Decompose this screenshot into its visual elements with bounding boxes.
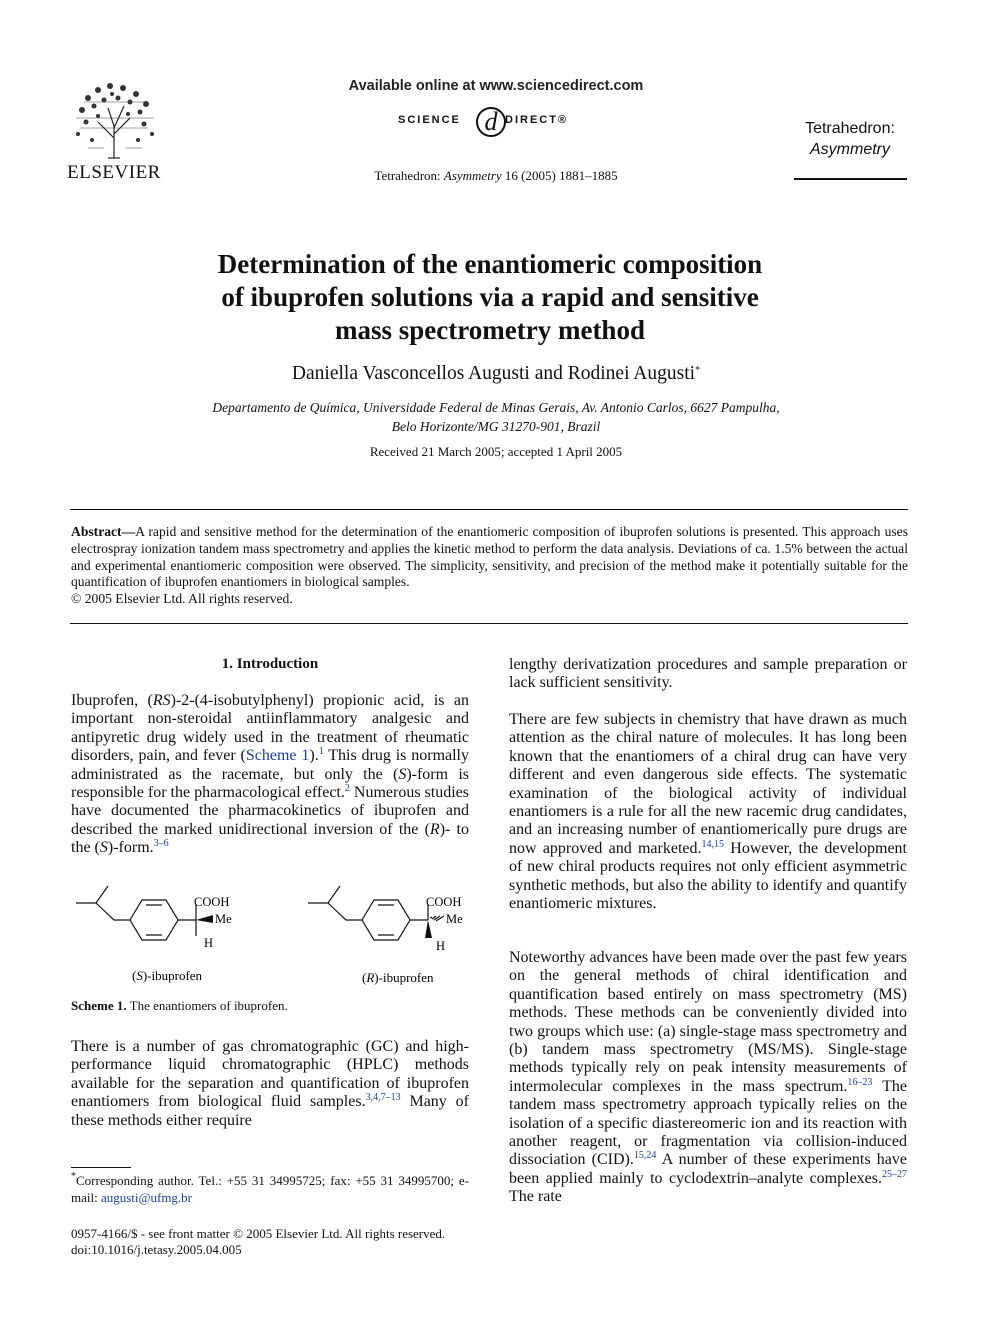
section-heading: 1. Introduction: [221, 656, 319, 672]
h-label-r: H: [436, 939, 446, 953]
journal-rule: [794, 178, 907, 180]
received-dates: Received 21 March 2005; accepted 1 April 2005: [369, 444, 623, 459]
page-footer: [71, 1226, 445, 1258]
abstract-top-rule: [70, 509, 908, 510]
ref-link[interactable]: 15,24: [633, 1150, 657, 1162]
abstract-bottom-rule: [70, 623, 908, 624]
ref-link[interactable]: 3,4,7–13: [365, 1092, 401, 1104]
sciencedirect-left: SCIENCE: [398, 114, 461, 126]
scheme-ibuprofen-structures: [70, 878, 470, 988]
intro-paragraph-2: There is a number of gas chromatographic (GC) and high-performance liquid chromatographic (HPLC) methods available for the separation and quantification of ibuprofen enantiomers from biological fluid samples.$^{3,4,7-13}$ Many of these methods either require: [71, 1038, 469, 1129]
ref-link[interactable]: 25–27: [882, 1168, 907, 1180]
article-title: Determination of the enantiomeric composition of ibuprofen solutions via a rapid and sensitive mass spectrometry method: [217, 249, 763, 345]
available-online-text[interactable]: Available online at www.sciencedirect.com: [348, 78, 644, 94]
scheme-link[interactable]: Scheme 1: [245, 747, 310, 765]
right-paragraph-0: lengthy derivatization procedures and sample preparation or lack sufficient sensitivity.: [509, 656, 907, 692]
sciencedirect-right: DIRECT®: [505, 114, 569, 126]
me-label-s: Me: [215, 912, 232, 926]
cooh-label-s: COOH: [194, 895, 230, 909]
publisher-wordmark: ELSEVIER: [67, 162, 161, 183]
journal-name: Tetrahedron: Asymmetry: [805, 120, 895, 158]
h-label-s: H: [204, 936, 214, 950]
s-ibuprofen-structure: [76, 886, 196, 940]
intro-paragraph-1: Ibuprofen, (RS)-2-(4-isobutylphenyl) propionic acid, is an important non-steroidal antiinflammatory analgesic and antipyretic drug widely used in the treatment of rheumatic disorders, pain, and fever (Scheme 1).$^1$ This drug is normally administrated as the racemate, but only the (S)-form is responsible for the pharmacological effect.$^2$ Numerous studies have documented the pharmacokinetics of ibuprofen and described the marked unidirectional inversion of the (R)- to the (S)-form.$^{3-6}$: [71, 692, 470, 857]
footnote-rule: [71, 1167, 131, 1168]
abstract: Abstract—A rapid and sensitive method for the determination of the enantiomeric composition of ibuprofen solutions is presented. This approach uses electrospray ionization tandem mass spectrometry and applies the kinetic method to perform the data analysis. Deviations of ca. 1.5% between the actual and experimental enantiomeric composition were observed. The simplicity, sensitivity, and precision of the method make it potentially suitable for the quantification of ibuprofen enantiomers in biological samples. © 2005 Elsevier Ltd. All rights reserved.: [71, 524, 908, 607]
journal-reference: Tetrahedron: Asymmetry 16 (2005) 1881–1885: [374, 168, 618, 183]
r-ibuprofen-structure: [308, 886, 444, 940]
ref-link[interactable]: 1: [318, 746, 324, 758]
author-email-link[interactable]: augusti@ufmg.br: [100, 1190, 193, 1205]
right-paragraph-1: There are few subjects in chemistry that have drawn as much attention as the chiral nature of molecules. It has long been known that the enantiomers of a chiral drug can have very different and even dangerous side effects. The systematic examination of the biological activity of individual enantiomers is a rule for all the new racemic drug candidates, and an increasing number of enantiomerically pure drugs are now approved and marketed.$^{14,15}$ However, the development of new chiral products requires not only efficient asymmetric synthetic methods, but also the ability to identify and quantify enantiomeric mixtures.: [509, 711, 907, 913]
s-ibuprofen-label: (S)-ibuprofen: [132, 968, 203, 983]
issn-line: 0957-4166/$ - see front matter © 2005 Elsevier Ltd. All rights reserved.: [71, 1226, 446, 1241]
right-paragraph-2: Noteworthy advances have been made over the past few years on the general methods of chiral identification and quantification based entirely on mass spectrometry (MS) methods. These methods can be conveniently divided into two groups which use: (a) single-stage mass spectrometry and (b) tandem mass spectrometry (MS/MS). Single-stage methods typically rely on peak intensity measurements of intermolecular complexes in the mass spectrum.$^{16-23}$ The tandem mass spectrometry approach typically relies on the isolation of a specific diastereomeric ion and its reaction with another reagent, or fragmentation via collision-induced dissociation (CID).$^{15,24}$ A number of these experiments have been applied mainly to cyclodextrin–analyte complexes.$^{25-27}$ The rate: [509, 949, 907, 1206]
ref-link[interactable]: 16–23: [847, 1076, 873, 1088]
affiliation: Departamento de Química, Universidade Federal de Minas Gerais, Av. Antonio Carlos, 6627 Pampulha, Belo Horizonte/MG 31270-901, Brazil: [212, 400, 780, 434]
ref-link[interactable]: 14,15: [701, 838, 725, 850]
r-ibuprofen-label: (R)-ibuprofen: [362, 970, 434, 985]
authors: Daniella Vasconcellos Augusti and Rodinei Augusti*: [291, 363, 701, 384]
corresponding-author-footnote: *Corresponding author. Tel.: +55 31 34995725; fax: +55 31 34995700; e-mail: augusti@ufmg.br: [71, 1171, 469, 1205]
ref-link[interactable]: 3–6: [153, 838, 169, 850]
me-label-r: Me: [446, 912, 463, 926]
scheme-caption: Scheme 1. The enantiomers of ibuprofen.: [71, 998, 288, 1013]
ref-link[interactable]: 2: [344, 783, 350, 795]
doi-line[interactable]: doi:10.1016/j.tetasy.2005.04.005: [71, 1242, 242, 1257]
svg-text:d: d: [484, 107, 498, 136]
cooh-label-r: COOH: [426, 895, 462, 909]
